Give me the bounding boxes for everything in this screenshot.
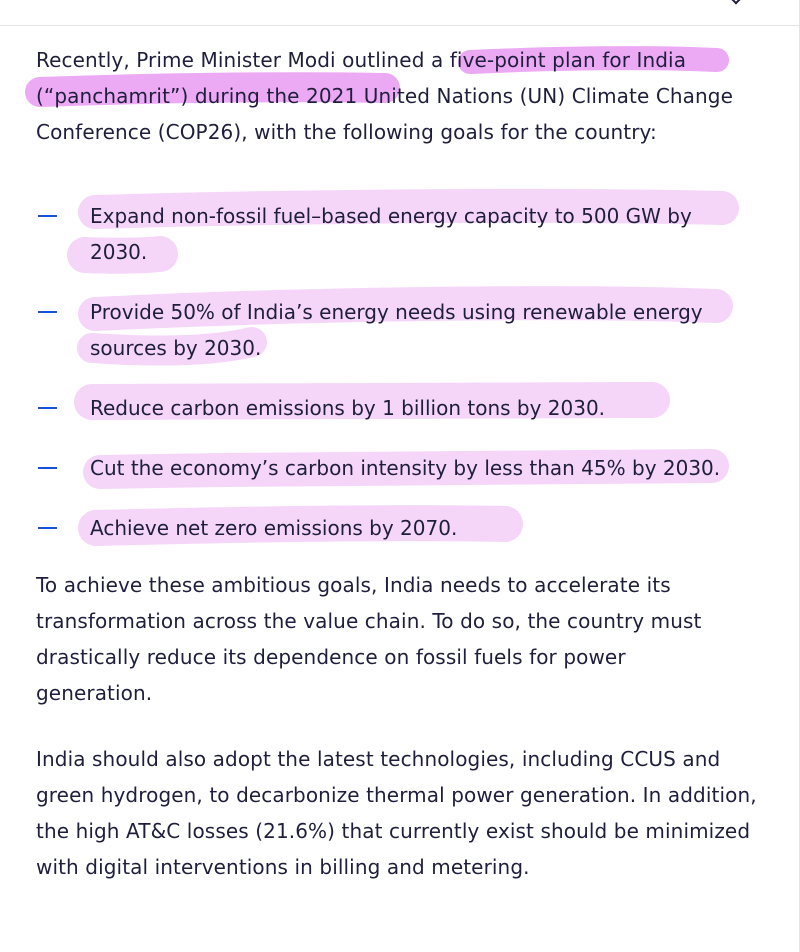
goal-text: Achieve net zero emissions by 2070. bbox=[90, 516, 458, 540]
body-paragraph: To achieve these ambitious goals, India needs to accelerate its transformation across the value chain. To do so, the country must drastically reduce its dependence on fossil fuels for power generation. bbox=[36, 573, 702, 705]
intro-paragraph: Recently, Prime Minister Modi outlined a five-point plan for India (“panchamrit”) during the 2021 United Nations (UN) Climate Change Conference (COP26), with the following goals for the country: bbox=[36, 48, 733, 144]
body-paragraph: India should also adopt the latest technologies, including CCUS and green hydrogen, to decarbonize thermal power generation. In addition, the high AT&C losses (21.6%) that currently exist should be minimized with digital interventions in billing and metering. bbox=[36, 747, 757, 879]
dash-bullet bbox=[38, 311, 57, 313]
top-bar bbox=[0, 0, 800, 26]
goal-text: Provide 50% of India’s energy needs using renewable energy sources by 2030. bbox=[90, 300, 703, 360]
goal-text: Reduce carbon emissions by 1 billion tons by 2030. bbox=[90, 396, 606, 420]
dash-bullet bbox=[38, 215, 57, 217]
dash-bullet bbox=[38, 527, 57, 529]
dash-bullet bbox=[38, 467, 57, 469]
dash-bullet bbox=[38, 407, 57, 409]
goal-text: Expand non-fossil fuel–based energy capacity to 500 GW by 2030. bbox=[90, 204, 692, 264]
chevron-down-icon[interactable] bbox=[728, 0, 745, 4]
goal-text: Cut the economy’s carbon intensity by less than 45% by 2030. bbox=[90, 456, 721, 480]
